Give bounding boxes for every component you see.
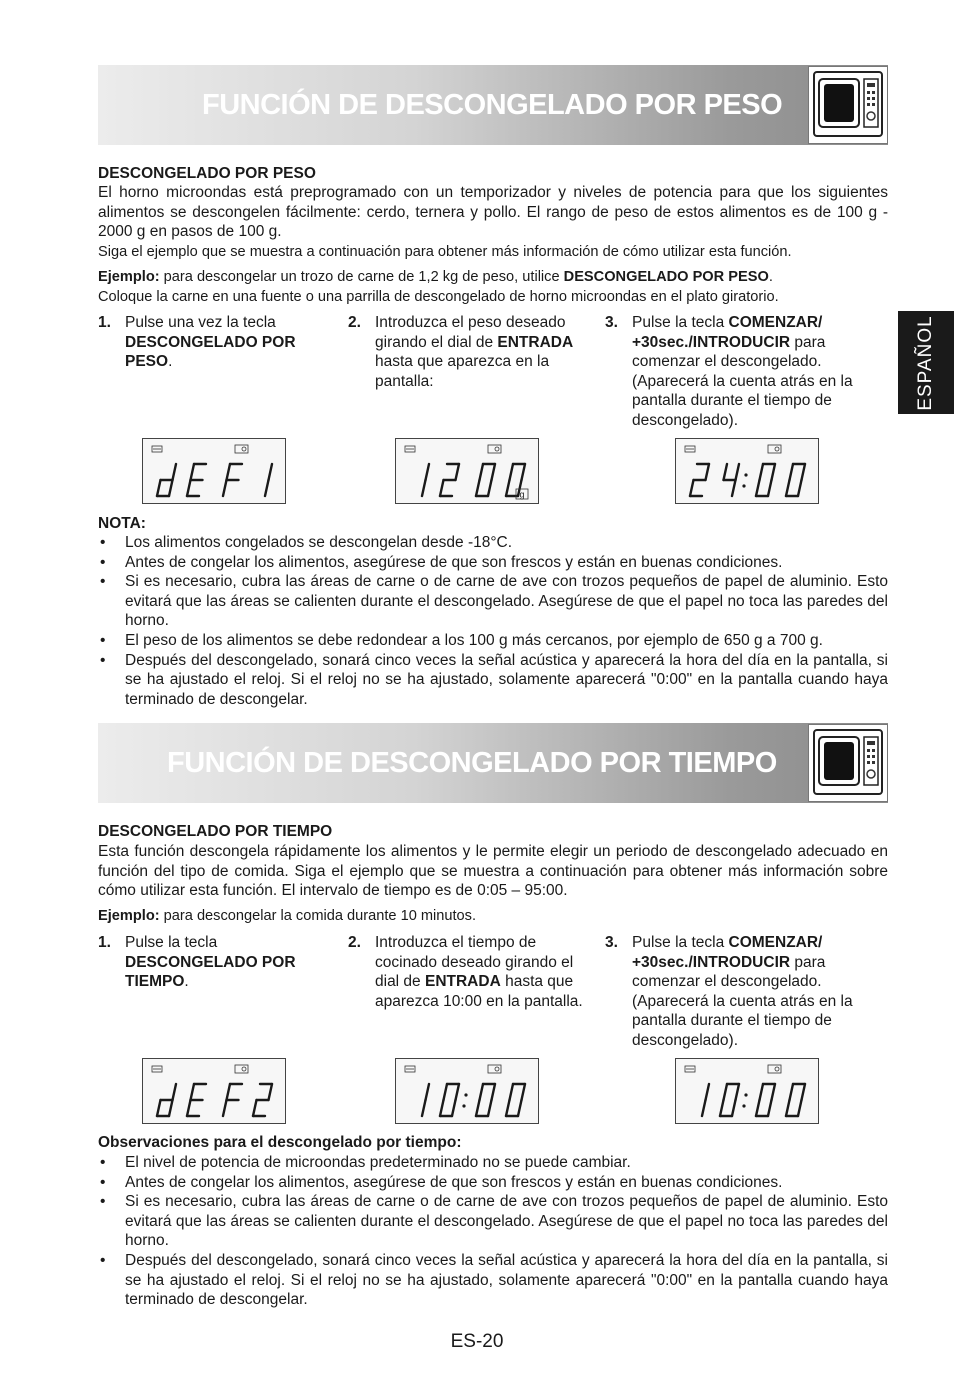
segment xyxy=(480,1084,484,1100)
segment xyxy=(227,464,231,480)
note-text: El nivel de potencia de microondas predeterminado no se puede cambiar. xyxy=(125,1154,631,1171)
segment xyxy=(798,480,802,496)
segment xyxy=(768,480,772,496)
language-tab xyxy=(898,311,954,414)
section1-example-line2: Coloque la carne en una fuente o una parrilla de descongelado de horno microondas en el plato giratorio. xyxy=(98,289,779,305)
food-indicator-icon xyxy=(495,447,499,451)
segment xyxy=(191,1084,195,1100)
segment xyxy=(768,1100,772,1116)
segment xyxy=(732,1100,736,1116)
segment xyxy=(476,1100,480,1116)
display-screen xyxy=(675,438,819,504)
segment xyxy=(456,464,460,480)
segment xyxy=(798,1100,802,1116)
display-screen xyxy=(395,1058,539,1124)
colon-dot xyxy=(742,484,745,487)
food-indicator-icon xyxy=(242,447,246,451)
step-number: 3. xyxy=(605,314,618,331)
segment xyxy=(157,480,161,496)
note-text: Después del descongelado, sonará cinco veces la señal acústica y aparecerá la hora del día en la pantalla, si se ha ajustado el reloj. Si el reloj no se ha ajustado, solamente aparecerá "0:00" en la pantalla cuando haya terminado de descongelar. xyxy=(125,1251,888,1309)
display-digits xyxy=(143,439,287,505)
section2-example xyxy=(98,907,888,927)
step-text: Pulse la tecla xyxy=(632,934,729,951)
segment xyxy=(760,1084,764,1100)
segment xyxy=(269,464,273,480)
list-item: • Si es necesario, cubra las áreas de carne o de carne de ave con trozos pequeños de papel de aluminio. Esto evitará que las áreas se calienten durante el descongelado. Asegúrese de que el papel no toca las paredes del horno. xyxy=(100,1193,888,1250)
display-digits xyxy=(396,439,540,505)
step-text: Introduzca el tiempo de cocinado deseado girando el dial de xyxy=(375,934,574,991)
segment xyxy=(706,1084,710,1100)
step-text-end: . xyxy=(168,353,173,371)
segment xyxy=(440,480,444,496)
segment xyxy=(760,464,764,480)
segment xyxy=(169,480,173,496)
segment xyxy=(772,1084,776,1100)
segment xyxy=(173,464,177,480)
section1-banner xyxy=(98,65,888,145)
colon-dot xyxy=(744,1093,747,1096)
section2-banner xyxy=(98,723,888,803)
section1-intro: El horno microondas está preprogramado con un temporizador y niveles de potencia para que los siguientes alimentos se descongelen fácilmente: cerdo, ternera y pollo. El rango de peso de estos alimentos es de 100 g - 2000 g en pasos de 100 g. xyxy=(98,184,888,241)
segment xyxy=(506,480,510,496)
list-item: • Si es necesario, cubra las áreas de carne o de carne de ave con trozos pequeños de papel de aluminio. Esto evitará que las áreas se calienten durante el descongelado. Asegúrese de que el papel no toca las paredes del horno. xyxy=(100,573,888,630)
step-text-end: para comenzar el descongelado. (Aparecerá la cuenta atrás en la pantalla durante el tiempo de descongelado). xyxy=(632,953,853,1049)
step-text: Pulse la tecla xyxy=(125,934,218,951)
segment xyxy=(790,1084,794,1100)
segment xyxy=(522,1084,526,1100)
segment xyxy=(265,480,269,496)
segment xyxy=(269,1084,273,1100)
note-text: Los alimentos congelados se descongelan desde -18°C. xyxy=(125,534,513,551)
example-bold: DESCONGELADO POR PESO xyxy=(563,269,769,285)
step-key: COMENZAR/ +30sec./INTRODUCIR xyxy=(632,934,823,971)
step-text: Pulse una vez la tecla xyxy=(125,314,276,331)
segment xyxy=(488,1100,492,1116)
step-text: Pulse la tecla xyxy=(632,314,729,331)
display-digits xyxy=(396,1059,540,1125)
list-item: • Después del descongelado, sonará cinco veces la señal acústica y aparecerá la hora del día en la pantalla, si se ha ajustado el reloj. Si el reloj no se ha ajustado, solamente aparecerá "0:00" en la pantalla cuando haya terminado de descongelar. xyxy=(100,1251,888,1309)
segment xyxy=(488,480,492,496)
section1-intro2: Siga el ejemplo que se muestra a continuación para obtener más información de cómo utilizar esta función. xyxy=(98,244,792,260)
step-number: 1. xyxy=(98,314,111,331)
note-text: Después del descongelado, sonará cinco veces la señal acústica y aparecerá la hora del día en la pantalla, si se ha ajustado el reloj. Si el reloj no se ha ajustado, solamente aparecerá "0:00" en la pantalla cuando haya terminado de descongelar. xyxy=(125,651,888,708)
display-digits xyxy=(143,1059,287,1125)
display-digits xyxy=(676,439,820,505)
segment xyxy=(732,480,736,496)
step-number: 2. xyxy=(348,314,361,331)
segment xyxy=(506,1100,510,1116)
microwave-icon xyxy=(808,66,888,144)
segment xyxy=(736,464,740,480)
segment xyxy=(157,1100,161,1116)
list-item: • El nivel de potencia de microondas predeterminado no se puede cambiar. xyxy=(100,1154,631,1171)
list-item: • Antes de congelar los alimentos, asegúrese de que son frescos y están en buenas condiciones. xyxy=(100,553,783,571)
segment xyxy=(720,1100,724,1116)
food-indicator-icon xyxy=(242,1067,246,1071)
segment xyxy=(422,1100,426,1116)
segment xyxy=(786,1100,790,1116)
segment xyxy=(802,1084,806,1100)
segment xyxy=(702,1100,706,1116)
note-text: Si es necesario, cubra las áreas de carne o de carne de ave con trozos pequeños de papel de aluminio. Esto evitará que las áreas se calienten durante el descongelado. Asegúrese de que el papel no toca las paredes del horno. xyxy=(125,573,888,630)
list-item: • Después del descongelado, sonará cinco veces la señal acústica y aparecerá la hora del día en la pantalla, si se ha ajustado el reloj. Si el reloj no se ha ajustado, solamente aparecerá "0:00" en la pantalla cuando haya terminado de descongelar. xyxy=(100,651,888,708)
segment xyxy=(223,480,227,496)
colon-dot xyxy=(462,1104,465,1107)
colon-dot xyxy=(742,1104,745,1107)
segment xyxy=(756,480,760,496)
step-text-end: para comenzar el descongelado. (Aparecerá la cuenta atrás en la pantalla durante el tiempo de descongelado). xyxy=(632,333,853,429)
page-number: ES-20 xyxy=(450,1331,504,1352)
section2-subheading: DESCONGELADO POR TIEMPO xyxy=(98,823,333,840)
segment xyxy=(690,480,694,496)
segment xyxy=(772,464,776,480)
food-indicator-icon xyxy=(495,1067,499,1071)
segment xyxy=(480,464,484,480)
segment xyxy=(492,1084,496,1100)
section1-example xyxy=(98,268,888,288)
step-number: 1. xyxy=(98,934,111,951)
step-text-end: hasta que aparezca 10:00 en la pantalla. xyxy=(375,973,583,1010)
step-number: 2. xyxy=(348,934,361,951)
display-digits xyxy=(676,1059,820,1125)
section2-notes xyxy=(98,1153,888,1310)
segment xyxy=(510,1084,514,1100)
step-text-end: . xyxy=(184,973,189,991)
segment xyxy=(426,1084,430,1100)
display-screen xyxy=(675,1058,819,1124)
example-label: Ejemplo: xyxy=(98,269,160,285)
list-item: • Antes de congelar los alimentos, asegúrese de que son frescos y están en buenas condiciones. xyxy=(100,1173,783,1191)
nota-heading: NOTA: xyxy=(98,515,146,532)
segment xyxy=(452,1100,456,1116)
segment xyxy=(227,1084,231,1100)
unit-label: g xyxy=(519,489,525,500)
list-item: • El peso de los alimentos se debe redondear a los 100 g más cercanos, por ejemplo de 650 g a 700 g. xyxy=(100,631,823,649)
segment xyxy=(191,464,195,480)
segment xyxy=(522,464,526,480)
microwave-icon xyxy=(808,724,888,802)
colon-dot xyxy=(464,1093,467,1096)
segment xyxy=(253,1100,257,1116)
note-text: El peso de los alimentos se debe redondear a los 100 g más cercanos, por ejemplo de 650 g a 700 g. xyxy=(125,631,823,649)
step-key: ENTRADA xyxy=(497,333,574,351)
step-key: COMENZAR/ +30sec./INTRODUCIR xyxy=(632,314,823,351)
language-tab-label: ESPAÑOL xyxy=(915,314,936,411)
note-text: Antes de congelar los alimentos, asegúrese de que son frescos y están en buenas condiciones. xyxy=(125,553,783,571)
segment xyxy=(444,1084,448,1100)
segment xyxy=(756,1100,760,1116)
example-text-end: . xyxy=(768,269,773,285)
display-screen xyxy=(395,438,539,504)
section2-title: FUNCIÓN DE DESCONGELADO POR TIEMPO xyxy=(167,747,777,779)
example-label: Ejemplo: xyxy=(98,908,160,924)
step-number: 3. xyxy=(605,934,618,951)
segment xyxy=(187,1100,191,1116)
segment xyxy=(802,464,806,480)
note-text: Si es necesario, cubra las áreas de carne o de carne de ave con trozos pequeños de papel de aluminio. Esto evitará que las áreas se calienten durante el descongelado. Asegúrese de que el papel no toca las paredes del horno. xyxy=(125,1193,888,1250)
segment xyxy=(187,480,191,496)
step-text: Introduzca el peso deseado girando el dial de xyxy=(375,314,566,351)
segment xyxy=(790,464,794,480)
food-indicator-icon xyxy=(775,1067,779,1071)
section2-intro: Esta función descongela rápidamente los alimentos y le permite elegir un periodo de descongelado adecuado en función del tipo de comida. Siga el ejemplo que se muestra a continuación para obtener más información sobre cómo utilizar esta función. El intervalo de tiempo es de 0:05 – 95:00. xyxy=(98,843,888,900)
segment xyxy=(724,464,728,480)
segment xyxy=(510,464,514,480)
segment xyxy=(456,1084,460,1100)
section1-title: FUNCIÓN DE DESCONGELADO POR PESO xyxy=(202,89,783,121)
segment xyxy=(426,464,430,480)
segment xyxy=(169,1100,173,1116)
segment xyxy=(706,464,710,480)
display-screen xyxy=(142,438,286,504)
step-key: DESCONGELADO POR PESO xyxy=(125,333,296,371)
food-indicator-icon xyxy=(775,447,779,451)
step-key: DESCONGELADO POR TIEMPO xyxy=(125,953,296,991)
step-text-end: hasta que aparezca en la pantalla: xyxy=(375,353,550,390)
list-item: • Los alimentos congelados se descongelan desde -18°C. xyxy=(100,534,513,551)
segment xyxy=(518,1100,522,1116)
example-text: para descongelar la comida durante 10 minutos. xyxy=(159,908,477,924)
note-text: Antes de congelar los alimentos, asegúrese de que son frescos y están en buenas condiciones. xyxy=(125,1173,783,1191)
segment xyxy=(476,480,480,496)
segment xyxy=(440,1100,444,1116)
segment xyxy=(173,1084,177,1100)
segment xyxy=(736,1084,740,1100)
colon-dot xyxy=(744,473,747,476)
section1-notes xyxy=(98,533,888,709)
section1-subheading: DESCONGELADO POR PESO xyxy=(98,165,316,182)
segment xyxy=(223,1100,227,1116)
segment xyxy=(422,480,426,496)
example-text: para descongelar un trozo de carne de 1,2 kg de peso, utilice xyxy=(159,269,564,285)
display-screen xyxy=(142,1058,286,1124)
segment xyxy=(724,1084,728,1100)
step-key: ENTRADA xyxy=(424,973,501,991)
segment xyxy=(492,464,496,480)
observations-heading: Observaciones para el descongelado por tiempo: xyxy=(98,1134,462,1151)
segment xyxy=(786,480,790,496)
